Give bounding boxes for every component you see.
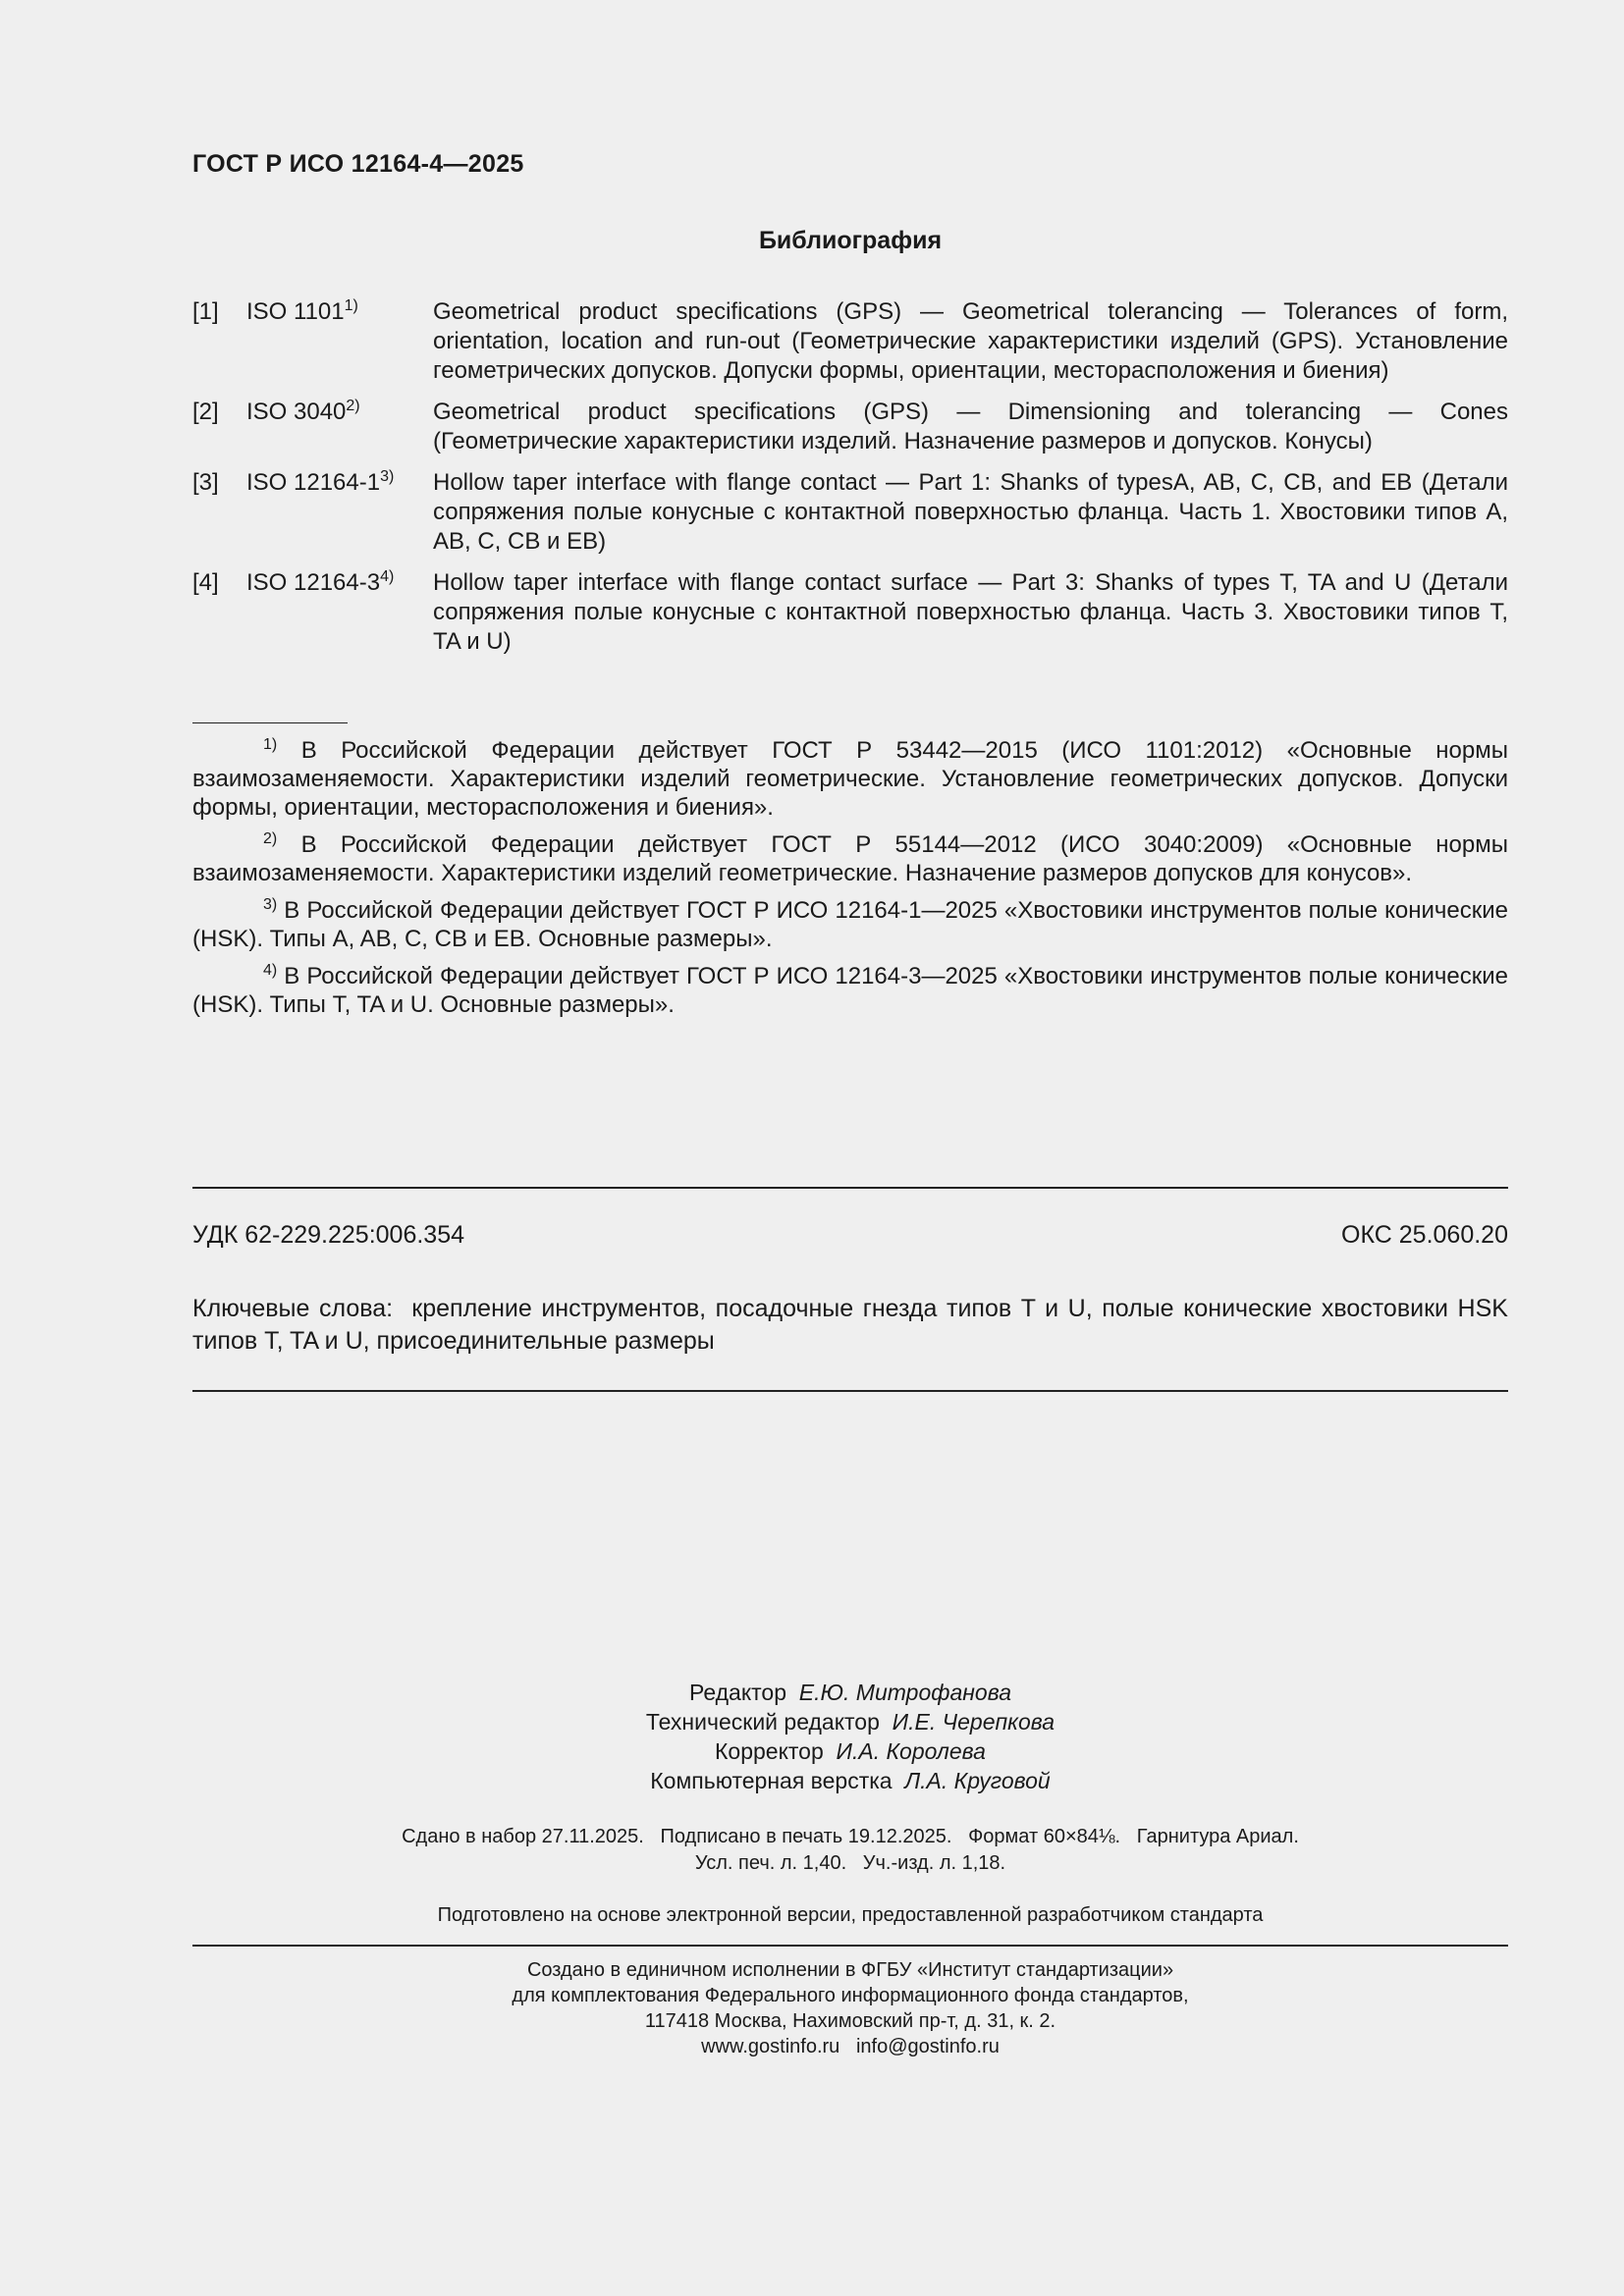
corrector-line: Корректор И.А. Королева	[715, 1738, 986, 1764]
standard-number-header: ГОСТ Р ИСО 12164-4—2025	[192, 150, 524, 178]
footnote-4	[192, 962, 1508, 1019]
print-info	[192, 1824, 1508, 1877]
bibliography-entry-text: Geometrical product specifications (GPS) — Geometrical tolerancing — Tolerances of form, orientation, location and run-out (Геометрические характеристики изделий (GPS). Установление геометрических допусков. Допуски формы, ориентации, месторасположения и биения)	[433, 298, 1508, 384]
footnote-marker: 4)	[380, 568, 395, 585]
footnote-marker: 3)	[263, 896, 278, 913]
bibliography-entry-1	[192, 297, 1508, 386]
footnote-marker: 1)	[344, 297, 358, 314]
bibliography-entry-text: Hollow taper interface with flange contact — Part 1: Shanks of typesA, AB, C, CB, and EB (Детали сопряжения полые конусные с контактной поверхностью фланца. Часть 1. Хвостовики типов A, AB, C, CB и EB)	[433, 469, 1508, 555]
bibliography-entry-text: Hollow taper interface with flange contact surface — Part 3: Shanks of types T, TA and U (Детали сопряжения полые конусные с контактной поверхностью фланца. Часть 3. Хвостовики типов T, TA и U)	[433, 569, 1508, 655]
bibliography-list	[192, 297, 1508, 668]
footer-line-3: 117418 Москва, Нахимовский пр-т, д. 31, к. 2.	[644, 2010, 1056, 2032]
footnote-2	[192, 830, 1508, 887]
publisher-footer	[192, 1957, 1508, 2059]
keywords	[192, 1293, 1508, 1358]
footnote-marker: 4)	[263, 962, 278, 979]
bibliography-entry-ref: ISO 3040$^{2)}$	[246, 398, 360, 425]
bibliography-entry-ref: ISO 12164-3$^{4)}$	[246, 568, 395, 596]
keywords-text: крепление инструментов, посадочные гнезда типов T и U, полые конические хвостовики HSK типов T, TA и U, присоединительные размеры	[192, 1295, 1508, 1355]
footnotes-section	[192, 736, 1508, 1028]
footnote-marker: 2)	[346, 398, 360, 414]
bibliography-entry-4	[192, 568, 1508, 657]
footnote-text: В Российской Федерации действует ГОСТ Р 53442—2015 (ИСО 1101:2012) «Основные нормы взаимозаменяемости. Характеристики изделий геометрические. Установление геометрических допусков. Допуски формы, ориентации, месторасположения и биения».	[192, 737, 1508, 821]
bibliography-entry-ref: ISO 1101$^{1)}$	[246, 297, 358, 325]
prepared-note: Подготовлено на основе электронной версии, предоставленной разработчиком стандарта	[437, 1904, 1264, 1926]
editor-line: Редактор Е.Ю. Митрофанова	[688, 1680, 1011, 1705]
email-link[interactable]: info@gostinfo.ru	[855, 2036, 1000, 2057]
bibliography-entry-number: [4]	[192, 569, 219, 596]
oks-code: ОКС 25.060.20	[1341, 1221, 1508, 1249]
footnote-separator	[192, 722, 348, 723]
bibliography-entry-number: [3]	[192, 469, 219, 496]
footer-line-1: Создано в единичном исполнении в ФГБУ «Институт стандартизации»	[526, 1959, 1174, 1981]
footnote-marker: 1)	[263, 736, 278, 753]
layout-line: Компьютерная верстка Л.А. Круговой	[650, 1768, 1051, 1793]
udk-code: УДК 62-229.225:006.354	[192, 1221, 465, 1249]
classification-bottom-rule	[192, 1390, 1508, 1392]
bibliography-entry-ref: ISO 12164-1$^{3)}$	[246, 468, 395, 496]
print-info-line-2: Усл. печ. л. 1,40. Уч.-изд. л. 1,18.	[694, 1852, 1006, 1874]
tech-editor-line: Технический редактор И.Е. Черепкова	[645, 1709, 1056, 1735]
footnote-3	[192, 896, 1508, 953]
footer-contacts	[192, 2034, 1508, 2059]
editor-name: Е.Ю. Митрофанова	[798, 1680, 1011, 1705]
bibliography-entry-2	[192, 398, 1508, 456]
corrector-name: И.А. Королева	[836, 1738, 986, 1764]
footnote-marker: 2)	[263, 830, 278, 847]
footnote-text: В Российской Федерации действует ГОСТ Р ИСО 12164-3—2025 «Хвостовики инструментов полые конические (HSK). Типы T, TA и U. Основные размеры».	[192, 963, 1508, 1018]
bibliography-entry-number: [2]	[192, 399, 219, 425]
website-link[interactable]: www.gostinfo.ru	[701, 2036, 840, 2057]
bibliography-entry-number: [1]	[192, 298, 219, 325]
editorial-credits	[192, 1678, 1508, 1795]
tech-editor-name: И.Е. Черепкова	[892, 1709, 1056, 1735]
keywords-label: Ключевые слова:	[192, 1295, 394, 1322]
footer-rule	[192, 1945, 1508, 1947]
bibliography-entry-text: Geometrical product specifications (GPS) — Dimensioning and tolerancing — Cones (Геометрические характеристики изделий. Назначение размеров и допусков. Конусы)	[433, 399, 1508, 454]
layout-name: Л.А. Круговой	[904, 1768, 1051, 1793]
footnote-text: В Российской Федерации действует ГОСТ Р ИСО 12164-1—2025 «Хвостовики инструментов полые конические (HSK). Типы A, AB, C, CB и EB. Основные размеры».	[192, 897, 1508, 952]
footnote-1	[192, 736, 1508, 822]
classification-top-rule	[192, 1187, 1508, 1189]
footnote-text: В Российской Федерации действует ГОСТ Р 55144—2012 (ИСО 3040:2009) «Основные нормы взаимозаменяемости. Характеристики изделий геометрические. Назначение размеров допусков для конусов».	[192, 831, 1509, 886]
bibliography-entry-3	[192, 468, 1508, 557]
footnote-marker: 3)	[380, 468, 395, 485]
bibliography-title: Библиография	[758, 227, 943, 254]
footer-line-2: для комплектования Федерального информационного фонда стандартов,	[512, 1985, 1189, 2006]
print-info-line-1: Сдано в набор 27.11.2025. Подписано в печать 19.12.2025. Формат 60×84⅛. Гарнитура Ариал.	[402, 1826, 1299, 1847]
